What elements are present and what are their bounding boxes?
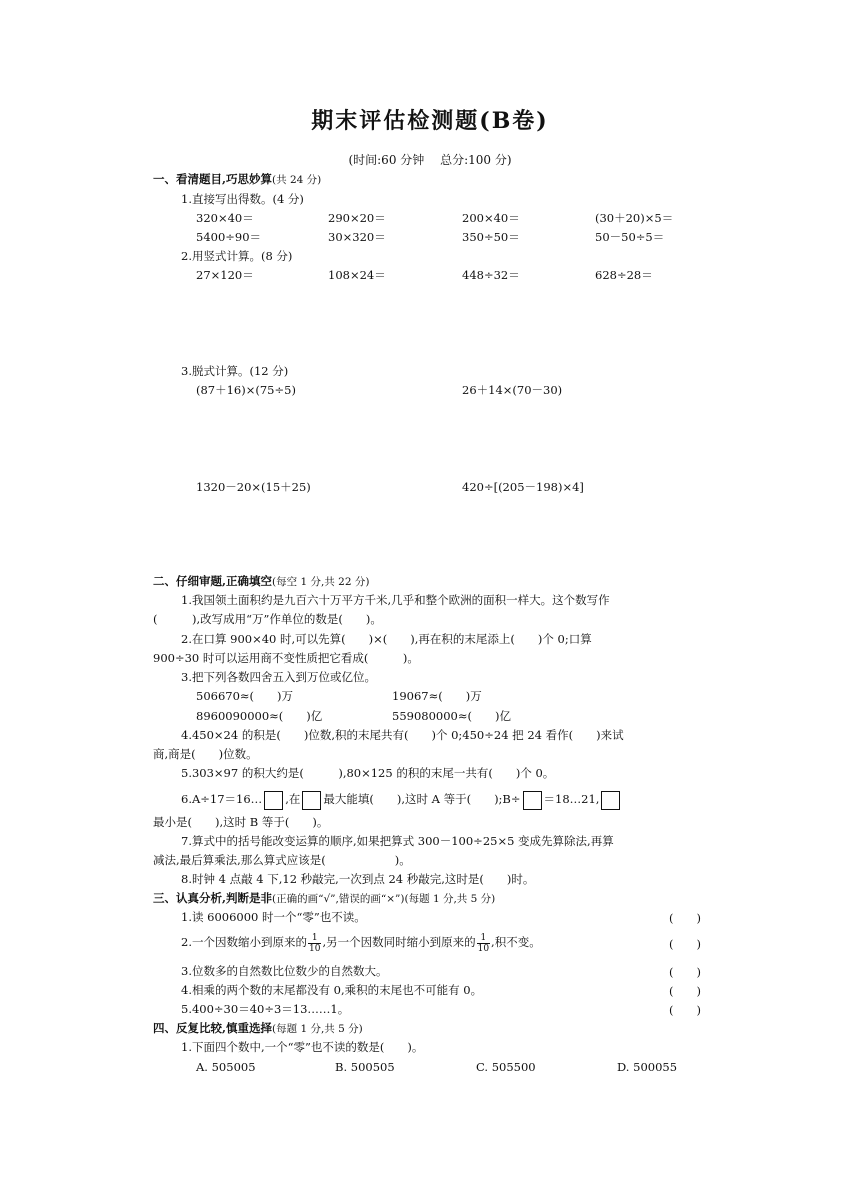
s1-q1-label: 1.直接写出得数。(4 分)	[181, 192, 304, 206]
choice-question: 1.下面四个数中,一个“零”也不读的数是( )。	[181, 1040, 424, 1054]
answer-box[interactable]	[302, 791, 321, 810]
choice-option-a[interactable]: A. 505005	[196, 1060, 256, 1074]
fill-blank-line: 5.303×97 的积大约是( ),80×125 的积的末尾一共有( )个 0。	[181, 766, 555, 780]
fill-blank-line: 6.A÷17＝16… ,在 最大能填( ),这时 A 等于( );B÷ ＝18…21,	[181, 789, 622, 810]
exam-info: (时间:60 分钟 总分:100 分)	[348, 153, 512, 167]
fraction-one-tenth: $\frac{1}{10}$	[308, 932, 321, 954]
choice-option-c[interactable]: C. 505500	[476, 1060, 536, 1074]
fill-blank-line: 3.把下列各数四舍五入到万位或亿位。	[181, 670, 376, 684]
calc-item: 290×20＝	[328, 211, 386, 225]
calc-item: (30＋20)×5＝	[595, 211, 674, 225]
rounding-item: 506670≈( )万	[196, 689, 294, 703]
step-calc-item: 420÷[(205－198)×4]	[462, 480, 584, 494]
judge-answer-paren[interactable]: ( )	[669, 984, 701, 998]
s1-q2-label: 2.用竖式计算。(8 分)	[181, 249, 293, 263]
rounding-item: 8960090000≈( )亿	[196, 709, 323, 723]
calc-item: 350÷50＝	[462, 230, 520, 244]
answer-box[interactable]	[523, 791, 542, 810]
fill-blank-line: 商,商是( )位数。	[153, 747, 258, 761]
s1-q3-label: 3.脱式计算。(12 分)	[181, 364, 289, 378]
vertical-calc-item: 448÷32＝	[462, 268, 520, 282]
calc-item: 30×320＝	[328, 230, 386, 244]
judge-item: 3.位数多的自然数比位数少的自然数大。	[181, 964, 388, 978]
step-calc-item: 26＋14×(70－30)	[462, 383, 563, 397]
judge-item: 2.一个因数缩小到原来的 $\frac{1}{10}$ ,另一个因数同时缩小到原来的 $\frac{1}{10}$ ,积不变。	[181, 932, 541, 954]
calc-item: 5400÷90＝	[196, 230, 262, 244]
judge-item: 1.读 6006000 时一个“零”也不读。	[181, 910, 366, 924]
judge-answer-paren[interactable]: ( )	[669, 911, 701, 925]
step-calc-item: 1320－20×(15＋25)	[196, 480, 311, 494]
calc-item: 320×40＝	[196, 211, 254, 225]
calc-item: 50－50÷5＝	[595, 230, 665, 244]
fraction-one-tenth: $\frac{1}{10}$	[477, 932, 490, 954]
judge-answer-paren[interactable]: ( )	[669, 965, 701, 979]
judge-item: 4.相乘的两个数的末尾都没有 0,乘积的末尾也不可能有 0。	[181, 983, 483, 997]
section-1-heading: 一、看清题目,巧思妙算(共 24 分)	[153, 172, 322, 186]
page-title: 期末评估检测题(B卷)	[311, 108, 549, 134]
judge-answer-paren[interactable]: ( )	[669, 1003, 701, 1017]
judge-answer-paren[interactable]: ( )	[669, 937, 701, 951]
calc-item: 200×40＝	[462, 211, 520, 225]
section-3-heading: 三、认真分析,判断是非(正确的画“√”,错误的画“×”)(每题 1 分,共 5 分)	[153, 891, 496, 905]
fill-blank-line: 4.450×24 的积是( )位数,积的末尾共有( )个 0;450÷24 把 24 看作( )来试	[181, 728, 624, 742]
vertical-calc-item: 27×120＝	[196, 268, 254, 282]
fill-blank-line: 8.时钟 4 点敲 4 下,12 秒敲完,一次到点 24 秒敲完,这时是( )时。	[181, 872, 535, 886]
fill-blank-line: 2.在口算 900×40 时,可以先算( )×( ),再在积的末尾添上( )个 0;口算	[181, 632, 592, 646]
rounding-item: 559080000≈( )亿	[392, 709, 511, 723]
rounding-item: 19067≈( )万	[392, 689, 482, 703]
section-2-heading: 二、仔细审题,正确填空(每空 1 分,共 22 分)	[153, 574, 370, 588]
vertical-calc-item: 108×24＝	[328, 268, 386, 282]
fill-blank-line: 7.算式中的括号能改变运算的顺序,如果把算式 300－100÷25×5 变成先算除法,再算	[181, 834, 614, 848]
vertical-calc-item: 628÷28＝	[595, 268, 653, 282]
fill-blank-line: 减法,最后算乘法,那么算式应该是( )。	[153, 853, 411, 867]
fill-blank-line: 1.我国领土面积约是九百六十万平方千米,几乎和整个欧洲的面积一样大。这个数写作	[181, 593, 610, 607]
fill-blank-line: ( ),改写成用“万”作单位的数是( )。	[153, 612, 382, 626]
section-4-heading: 四、反复比较,慎重选择(每题 1 分,共 5 分)	[153, 1021, 363, 1035]
answer-box[interactable]	[601, 791, 620, 810]
fill-blank-line: 最小是( ),这时 B 等于( )。	[153, 815, 329, 829]
fill-blank-line: 900÷30 时可以运用商不变性质把它看成( )。	[153, 651, 419, 665]
answer-box[interactable]	[264, 791, 283, 810]
judge-item: 5.400÷30＝40÷3＝13……1。	[181, 1002, 350, 1016]
step-calc-item: (87＋16)×(75÷5)	[196, 383, 296, 397]
choice-option-d[interactable]: D. 500055	[617, 1060, 678, 1074]
choice-option-b[interactable]: B. 500505	[335, 1060, 395, 1074]
